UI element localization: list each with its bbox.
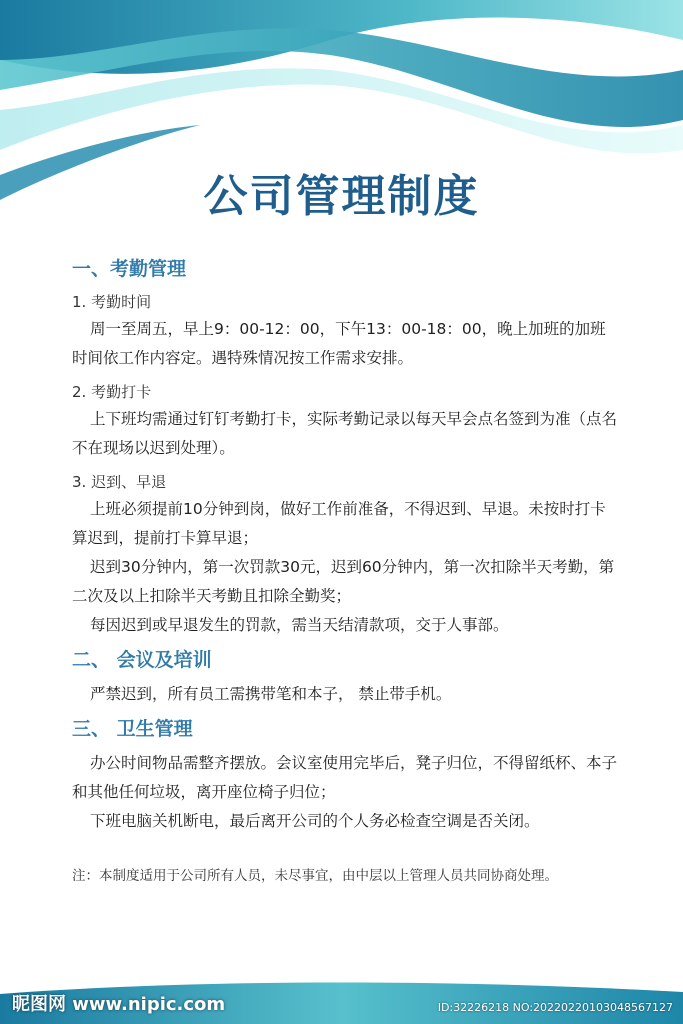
regulation-content <box>72 255 617 836</box>
section-attendance <box>72 255 617 640</box>
subheading: 1. 考勤时间 <box>72 293 152 311</box>
subheading: 3. 迟到、早退 <box>72 473 167 491</box>
paragraph: 迟到30分钟内，第一次罚款30元，迟到60分钟内，第一次扣除半天考勤，第二次及以上扣除半天考勤且扣除全勤奖； <box>72 558 615 605</box>
page-title: 公司管理制度 <box>203 171 480 222</box>
paragraph: 每因迟到或早退发生的罚款，需当天结清款项，交于人事部。 <box>90 616 509 634</box>
paragraph: 周一至周五，早上9：00-12：00，下午13：00-18：00，晚上加班的加班时间依工作内容定。遇特殊情况按工作需求安排。 <box>72 320 606 367</box>
section-heading: 一、考勤管理 <box>72 258 187 280</box>
subheading: 2. 考勤打卡 <box>72 383 152 401</box>
section-hygiene <box>72 715 617 836</box>
section-meetings <box>72 646 617 709</box>
watermark-id: ID:32226218 NO:20220220103048567127 <box>437 1001 673 1014</box>
paragraph: 上班必须提前10分钟到岗，做好工作前准备，不得迟到、早退。未按时打卡算迟到，提前打卡算早退； <box>72 500 606 547</box>
paragraph: 办公时间物品需整齐摆放。会议室使用完毕后，凳子归位，不得留纸杯、本子和其他任何垃圾，离开座位椅子归位； <box>72 754 618 801</box>
section-heading: 二、 会议及培训 <box>72 649 212 671</box>
watermark-footer <box>0 988 683 1024</box>
paragraph: 下班电脑关机断电，最后离开公司的个人务必检查空调是否关闭。 <box>90 812 540 830</box>
watermark-logo: 昵图网 www.nipic.com <box>12 994 226 1015</box>
section-heading: 三、 卫生管理 <box>72 718 193 740</box>
footnote: 注：本制度适用于公司所有人员，未尽事宜，由中层以上管理人员共同协商处理。 <box>72 868 558 884</box>
paragraph: 严禁迟到，所有员工需携带笔和本子， 禁止带手机。 <box>90 685 452 703</box>
paragraph: 上下班均需通过钉钉考勤打卡，实际考勤记录以每天早会点名签到为准（点名不在现场以迟到处理）。 <box>72 410 618 457</box>
